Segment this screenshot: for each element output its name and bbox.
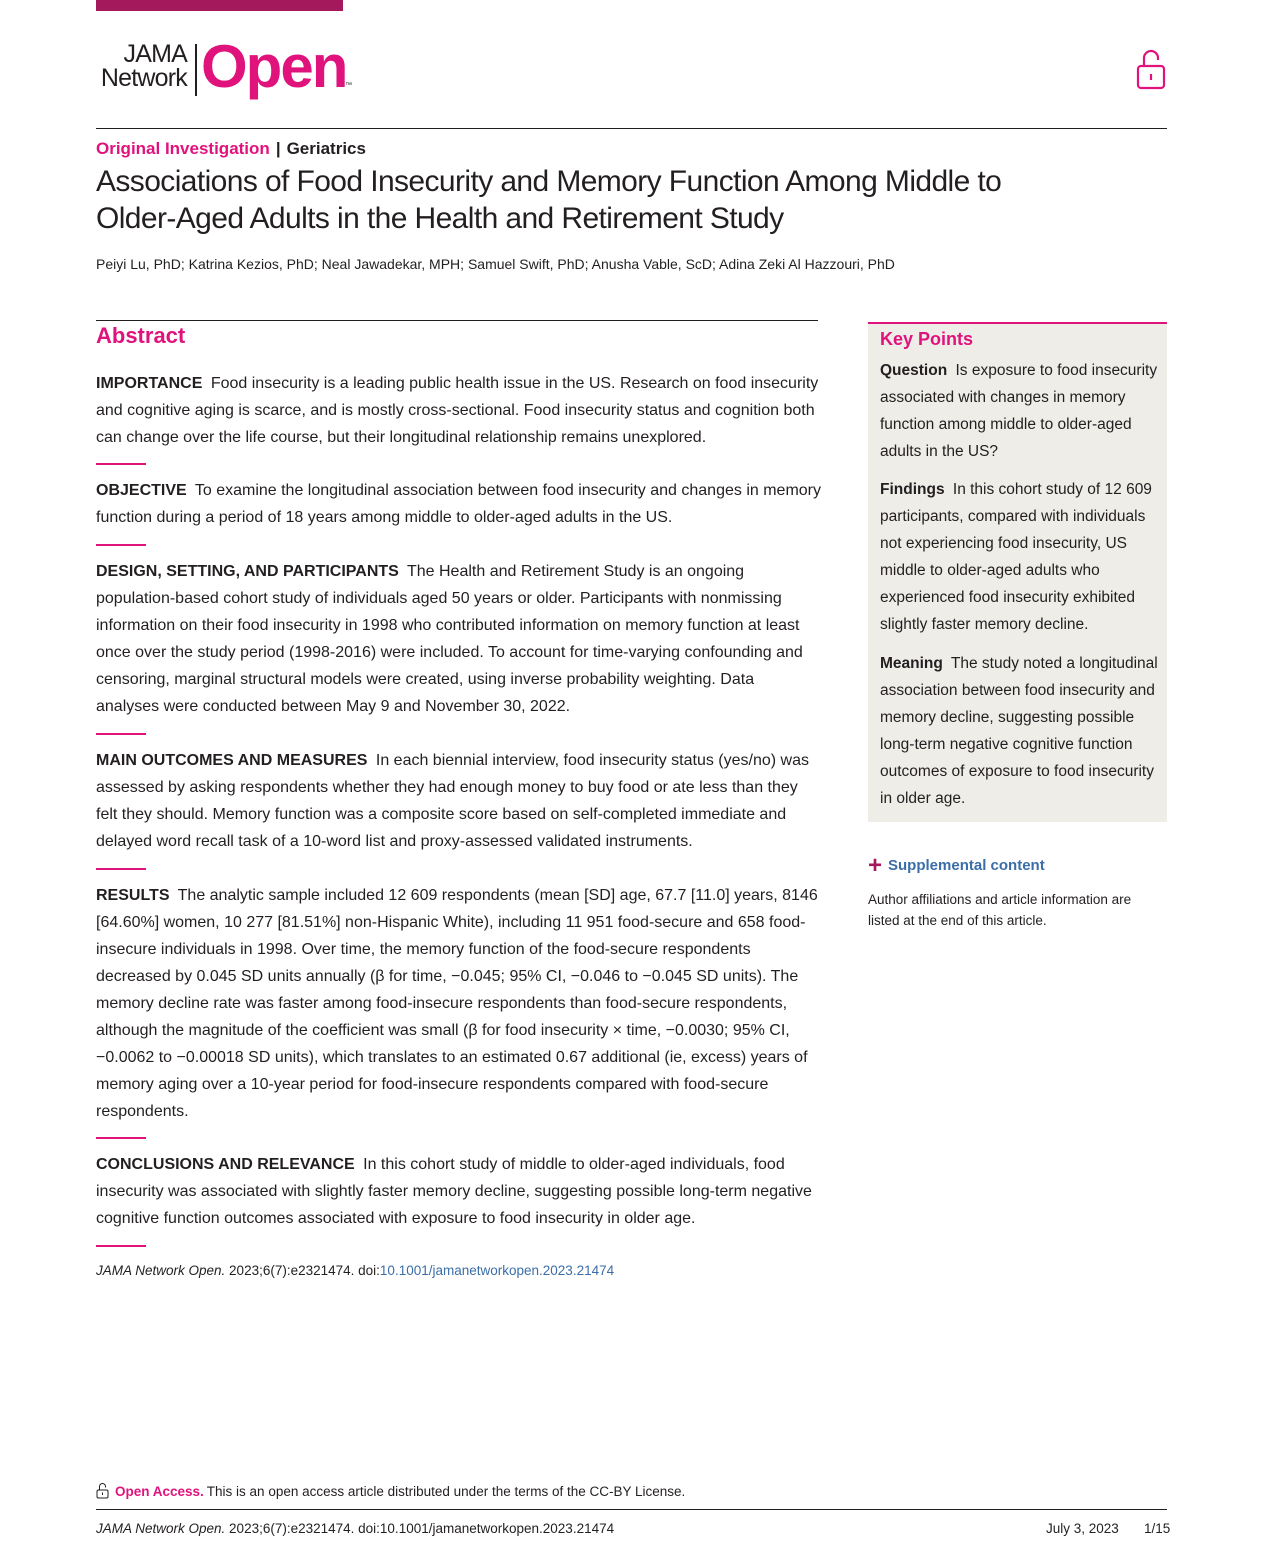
open-access-text: This is an open access article distributed under the terms of the CC-BY License. [206,1484,686,1499]
footer-rule [96,1509,1167,1510]
page-number: 1/15 [1144,1521,1171,1536]
section-text: In this cohort study of middle to older-aged individuals, food insecurity was associated with slightly faster memory decline, suggesting possible long-term negative cognitive function outcomes associated with exposure to food insecurity in older age. [96,1156,812,1227]
logo-wordmark [95,42,187,90]
category-separator: | [275,139,281,158]
footer-citation-journal: JAMA Network Open. [96,1521,226,1536]
section-label: IMPORTANCE [96,375,203,392]
logo-jama-text: JAMA [123,40,187,68]
key-point-findings [880,476,1158,638]
key-point-text: The study noted a longitudinal association between food insecurity and memory decline, suggesting possible long-term negative cognitive function outcomes of exposure to food insecurity in older age. [880,655,1158,807]
category-original-investigation[interactable]: Original Investigation [96,139,270,158]
citation-ref: 2023;6(7):e2321474. doi: [225,1263,380,1278]
abstract-rule [96,320,818,321]
logo-open-text: Open [201,33,347,100]
key-point-question [880,357,1158,465]
section-label: MAIN OUTCOMES AND MEASURES [96,752,368,769]
abstract-citation [96,1263,614,1278]
section-divider [96,463,146,465]
section-text: To examine the longitudinal association between food insecurity and changes in memory function during a period of 18 years among middle to older-aged adults in the US. [96,482,821,526]
key-points-heading: Key Points [880,329,974,349]
section-label: CONCLUSIONS AND RELEVANCE [96,1156,355,1173]
key-point-text: Is exposure to food insecurity associated with changes in memory function among middle to older-aged adults in the US? [880,362,1158,460]
key-point-label: Question [880,362,948,379]
doi-link[interactable]: 10.1001/jamanetworkopen.2023.21474 [379,1263,615,1278]
author-list: Peiyi Lu, PhD; Katrina Kezios, PhD; Neal Jawadekar, MPH; Samuel Swift, PhD; Anusha Vable, ScD; Adina Zeki Al Hazzouri, PhD [96,256,895,272]
affiliation-note: Author affiliations and article information are listed at the end of this article. [868,892,1132,928]
section-label: DESIGN, SETTING, AND PARTICIPANTS [96,563,399,580]
top-accent-bar [96,0,343,11]
section-divider [96,868,146,870]
section-divider [96,1245,146,1247]
section-text: In each biennial interview, food insecurity status (yes/no) was assessed by asking respondents whether they had enough money to buy food or ate less than they felt they should. Memory function was a composite score based on self-completed immediate and delayed word recall task of a 10-word list and proxy-assessed validated instruments. [96,752,809,850]
section-label: RESULTS [96,887,170,904]
section-label: OBJECTIVE [96,482,187,499]
plus-icon: + [868,852,883,879]
abstract-importance [96,370,821,451]
section-text: The Health and Retirement Study is an ongoing population-based cohort study of individuals aged 50 years or older. Participants with nonmissing information on their food insecurity in 1998 who contributed information on memory function at least once over the study period (1998-2016) were included. To account for time-varying confounding and censoring, marginal structural models were created, using inverse probability weighting. Data analyses were conducted between May 9 and November 30, 2022. [96,563,803,715]
key-point-meaning [880,650,1158,812]
footer-citation [96,1521,614,1536]
supplemental-label: Supplemental content [888,857,1045,874]
abstract-outcomes [96,747,821,855]
abstract-heading: Abstract [96,323,186,348]
abstract-results [96,882,821,1125]
logo-divider [195,44,197,96]
open-access-label: Open Access. [115,1484,204,1499]
article-category [96,139,366,159]
header-rule [96,128,1167,129]
logo-trademark: ™ [345,82,352,89]
section-divider [96,544,146,546]
key-point-label: Findings [880,481,945,498]
section-divider [96,1137,146,1139]
abstract-design [96,558,821,720]
open-access-notice [96,1482,685,1499]
section-divider [96,733,146,735]
key-point-text: In this cohort study of 12 609 participants, compared with individuals not experiencing food insecurity, US middle to older-aged adults who experienced food insecurity exhibited slightly faster memory decline. [880,481,1152,633]
key-point-label: Meaning [880,655,943,672]
supplemental-content-link[interactable] [868,852,1045,880]
article-title: Associations of Food Insecurity and Memory Function Among Middle to Older-Aged Adults in the Health and Retirement Study [96,165,1002,235]
section-text: The analytic sample included 12 609 respondents (mean [SD] age, 67.7 [11.0] years, 8146 [64.60%] women, 10 277 [81.51%] non-Hispanic White), including 11 951 food-secure and 658 food-insecure individuals in 1998. Over time, the memory function of the food-secure respondents decreased by 0.045 SD units annually (β for time, −0.045; 95% CI, −0.046 to −0.045 SD units). The memory decline rate was faster among food-insecure respondents than food-secure respondents, although the magnitude of the coefficient was small (β for food insecurity × time, −0.0030; 95% CI, −0.0062 to −0.00018 SD units), which translates to an estimated 0.67 additional (ie, excess) years of memory aging over a 10-year period for food-insecure respondents compared with food-secure respondents. [96,887,818,1120]
open-lock-icon [1136,48,1166,90]
open-access-lock-icon [96,1482,109,1499]
abstract-objective [96,477,821,531]
citation-journal: JAMA Network Open. [96,1263,226,1278]
logo-network-text: Network [100,64,187,92]
footer-date: July 3, 2023 [1046,1521,1119,1536]
abstract-conclusions [96,1151,821,1232]
footer-citation-ref: 2023;6(7):e2321474. doi:10.1001/jamanetworkopen.2023.21474 [225,1521,615,1536]
category-geriatrics: Geriatrics [286,139,366,158]
section-text: Food insecurity is a leading public health issue in the US. Research on food insecurity and cognitive aging is scarce, and is mostly cross-sectional. Food insecurity status and cognition both can change over the life course, but their longitudinal relationship remains unexplored. [96,375,819,446]
